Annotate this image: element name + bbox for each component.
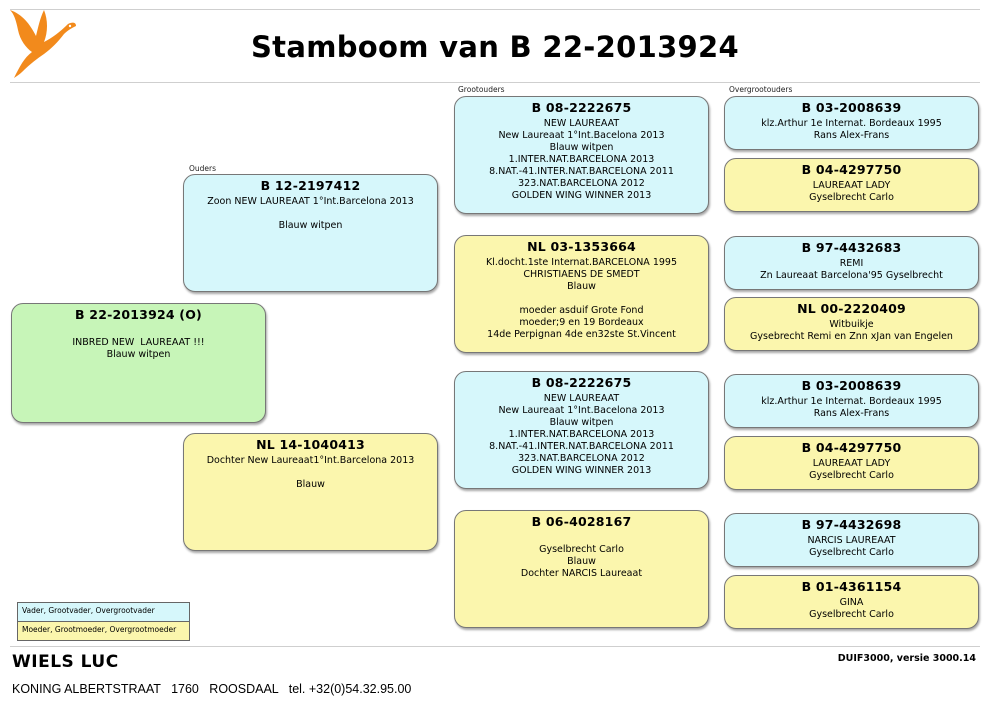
great-grandparent-card-1[interactable]: [724, 96, 979, 150]
great-grandparent-card-8[interactable]: [724, 575, 979, 629]
pigeon-detail-line: Blauw: [567, 281, 596, 292]
pigeon-detail-line: 1.INTER.NAT.BARCELONA 2013: [508, 154, 655, 165]
pigeon-detail-line: 323.NAT.BARCELONA 2012: [518, 178, 645, 189]
mother-card[interactable]: [183, 433, 438, 551]
pigeon-detail-line: Blauw witpen: [106, 349, 171, 360]
ring-number: B 97-4432698: [801, 517, 902, 532]
pigeon-detail-line: NEW LAUREAAT: [543, 393, 620, 404]
page-title: Stamboom van B 22-2013924: [250, 30, 739, 64]
ring-number: B 04-4297750: [801, 440, 902, 455]
legend-female: Moeder, Grootmoeder, Overgrootmoeder: [18, 622, 189, 640]
pigeon-details: [184, 455, 437, 491]
pigeon-detail-line: Rans Alex-Frans: [813, 130, 890, 141]
ring-number: B 04-4297750: [801, 162, 902, 177]
pigeon-detail-line: Zoon NEW LAUREAAT 1°Int.Barcelona 2013: [207, 196, 414, 207]
pigeon-detail-line: REMI: [839, 258, 864, 269]
pigeon-detail-line: NARCIS LAUREAAT: [807, 535, 896, 546]
pigeon-detail-line: Gyselbrecht Carlo: [809, 192, 894, 203]
pigeon-detail-line: Blauw witpen: [549, 417, 614, 428]
pigeon-detail-line: New Laureaat 1°Int.Bacelona 2013: [498, 130, 665, 141]
grandfather-maternal-card[interactable]: [454, 371, 709, 489]
pigeon-details: [725, 535, 978, 559]
father-card[interactable]: [183, 174, 438, 292]
pigeon-detail-line: Gyselbrecht Carlo: [809, 547, 894, 558]
header-rule: [10, 82, 980, 83]
legend-male: Vader, Grootvader, Overgrootvader: [18, 603, 189, 622]
ouders-label: Ouders: [189, 164, 217, 173]
legend: [17, 602, 190, 641]
pigeon-detail-line: 14de Perpignan 4de en32ste St.Vincent: [487, 329, 676, 340]
pigeon-details: [184, 196, 437, 232]
pigeon-detail-line: Blauw: [567, 556, 596, 567]
pigeon-detail-line: Blauw: [296, 479, 325, 490]
pigeon-details: [455, 532, 708, 580]
pigeon-detail-line: moeder;9 en 19 Bordeaux: [519, 317, 644, 328]
pigeon-details: [725, 458, 978, 482]
subject-pigeon-card[interactable]: [11, 303, 266, 423]
pigeon-detail-line: INBRED NEW LAUREAAT !!!: [72, 337, 205, 348]
pigeon-detail-line: Gysebrecht Remi en Znn xJan van Engelen: [750, 331, 953, 342]
great-grandparent-card-4[interactable]: [724, 297, 979, 351]
ring-number: B 22-2013924 (O): [75, 307, 202, 322]
pigeon-detail-line: Gyselbrecht Carlo: [809, 470, 894, 481]
software-version: DUIF3000, versie 3000.14: [837, 653, 976, 664]
pigeon-detail-line: 8.NAT.-41.INTER.NAT.BARCELONA 2011: [489, 441, 674, 452]
top-rule: [10, 9, 980, 10]
pigeon-detail-line: [184, 467, 437, 479]
pigeon-detail-line: GOLDEN WING WINNER 2013: [511, 190, 652, 201]
pigeon-detail-line: Gyselbrecht Carlo: [809, 609, 894, 620]
pigeon-details: [725, 396, 978, 420]
great-grandparent-card-6[interactable]: [724, 436, 979, 490]
pigeon-details: [725, 118, 978, 142]
pigeon-details: [455, 118, 708, 202]
pigeon-detail-line: LAUREAAT LADY: [812, 180, 891, 191]
ring-number: B 97-4432683: [801, 240, 902, 255]
ring-number: NL 00-2220409: [797, 301, 906, 316]
pigeon-detail-line: GINA: [839, 597, 864, 608]
pigeon-detail-line: klz.Arthur 1e Internat. Bordeaux 1995: [761, 396, 942, 407]
pigeon-detail-line: 323.NAT.BARCELONA 2012: [518, 453, 645, 464]
pigeon-details: [725, 258, 978, 282]
pigeon-detail-line: Kl.docht.1ste Internat.BARCELONA 1995: [485, 257, 678, 268]
ring-number: B 01-4361154: [801, 579, 902, 594]
pigeon-details: [12, 325, 265, 361]
ring-number: NL 14-1040413: [256, 437, 365, 452]
pigeon-detail-line: 1.INTER.NAT.BARCELONA 2013: [508, 429, 655, 440]
ring-number: B 08-2222675: [531, 100, 632, 115]
grandmother-maternal-card[interactable]: [454, 510, 709, 628]
pigeon-detail-line: NEW LAUREAAT: [543, 118, 620, 129]
footer-rule: [10, 646, 980, 647]
grootouders-label: Grootouders: [458, 85, 505, 94]
great-grandparent-card-2[interactable]: [724, 158, 979, 212]
pigeon-details: [455, 257, 708, 341]
pigeon-details: [455, 393, 708, 477]
pigeon-detail-line: [455, 293, 708, 305]
pigeon-detail-line: [184, 208, 437, 220]
pigeon-detail-line: klz.Arthur 1e Internat. Bordeaux 1995: [761, 118, 942, 129]
great-grandparent-card-5[interactable]: [724, 374, 979, 428]
pigeon-detail-line: [455, 532, 708, 544]
pigeon-details: [725, 597, 978, 621]
ring-number: NL 03-1353664: [527, 239, 636, 254]
pigeon-detail-line: Witbuikje: [829, 319, 874, 330]
ring-number: B 12-2197412: [260, 178, 361, 193]
great-grandparent-card-7[interactable]: [724, 513, 979, 567]
great-grandparent-card-3[interactable]: [724, 236, 979, 290]
owner-name: WIELS LUC: [12, 652, 119, 672]
grandfather-paternal-card[interactable]: [454, 96, 709, 214]
pigeon-detail-line: GOLDEN WING WINNER 2013: [511, 465, 652, 476]
pigeon-detail-line: [12, 325, 265, 337]
grandmother-paternal-card[interactable]: [454, 235, 709, 353]
pigeon-detail-line: moeder asduif Grote Fond: [519, 305, 644, 316]
ring-number: B 03-2008639: [801, 100, 902, 115]
pigeon-detail-line: Dochter NARCIS Laureaat: [520, 568, 643, 579]
pigeon-detail-line: New Laureaat 1°Int.Bacelona 2013: [498, 405, 665, 416]
pigeon-details: [725, 319, 978, 343]
pigeon-detail-line: LAUREAAT LADY: [812, 458, 891, 469]
ring-number: B 03-2008639: [801, 378, 902, 393]
pigeon-detail-line: CHRISTIAENS DE SMEDT: [523, 269, 640, 280]
pigeon-detail-line: 8.NAT.-41.INTER.NAT.BARCELONA 2011: [489, 166, 674, 177]
ring-number: B 08-2222675: [531, 375, 632, 390]
owner-address: KONING ALBERTSTRAAT 1760 ROOSDAAL tel. +32(0)54.32.95.00: [12, 682, 412, 696]
ring-number: B 06-4028167: [531, 514, 632, 529]
pigeon-detail-line: Rans Alex-Frans: [813, 408, 890, 419]
pigeon-details: [725, 180, 978, 204]
pigeon-detail-line: Blauw witpen: [278, 220, 343, 231]
pigeon-detail-line: Gyselbrecht Carlo: [539, 544, 624, 555]
pigeon-detail-line: Dochter New Laureaat1°Int.Barcelona 2013: [206, 455, 415, 466]
overgrootouders-label: Overgrootouders: [729, 85, 793, 94]
pigeon-detail-line: Blauw witpen: [549, 142, 614, 153]
pigeon-detail-line: Zn Laureaat Barcelona'95 Gyselbrecht: [760, 270, 943, 281]
